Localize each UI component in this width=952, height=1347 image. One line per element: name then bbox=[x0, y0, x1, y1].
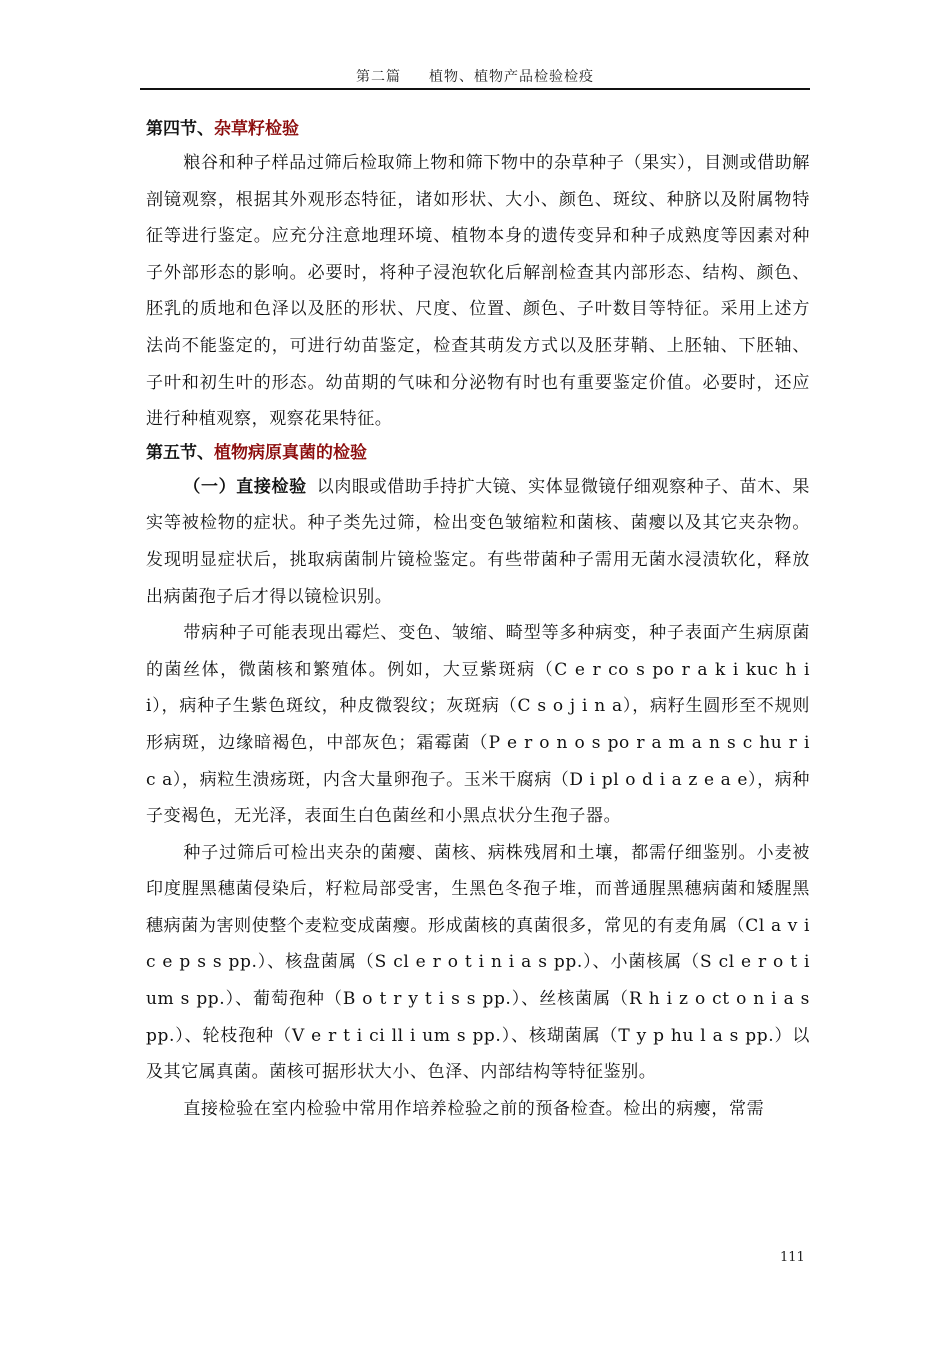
page-body bbox=[146, 114, 810, 1127]
paragraph: 带病种子可能表现出霉烂、变色、皱缩、畸型等多种病变，种子表面产生病原菌的菌丝体，微菌核和繁殖体。例如，大豆紫斑病（C e r co s po r a k i kuc h i i），病种子生紫色斑纹，种皮微裂纹；灰斑病（C s o j i n a），病籽生圆形至不规则形病斑，边缘暗褐色，中部灰色；霜霉菌（P e r o n o s po r a m a n s c hu r i c a），病粒生溃疡斑，内含大量卵孢子。玉米干腐病（D i pl o d i a z e a e），病种子变褐色，无光泽，表面生白色菌丝和小黑点状分生孢子器。 bbox=[146, 623, 810, 827]
section-heading-4 bbox=[146, 114, 810, 144]
section-heading-5 bbox=[146, 438, 810, 468]
paragraph bbox=[146, 469, 810, 615]
header-rule bbox=[140, 88, 810, 90]
page-number: 111 bbox=[780, 1250, 805, 1265]
header-part: 第二篇 bbox=[356, 69, 401, 85]
paragraph: 种子过筛后可检出夹杂的菌瘿、菌核、病株残屑和土壤，都需仔细鉴别。小麦被印度腥黑穗菌侵染后，籽粒局部受害，生黑色冬孢子堆，而普通腥黑穗病菌和矮腥黑穗病菌为害则使整个麦粒变成菌瘿。形成菌核的真菌很多，常见的有麦角属（Cl a v i c e p s s pp.）、核盘菌属（S cl e r o t i n i a s pp.）、小菌核属（S cl e r o t i um s pp.）、葡萄孢种（B o t r y t i s s pp.）、丝核菌属（R h i z o ct o n i a s pp.）、轮枝孢种（V e r t i ci ll i um s pp.）、核瑚菌属（T y p hu l a s pp.）以及其它属真菌。菌核可据形状大小、色泽、内部结构等特征鉴别。 bbox=[146, 842, 810, 1083]
section-title: 植物病原真菌的检验 bbox=[214, 442, 367, 463]
paragraph-text: 以肉眼或借助手持扩大镜、实体显微镜仔细观察种子、苗木、果实等被检物的症状。种子类先过筛，检出变色皱缩粒和菌核、菌瘿以及其它夹杂物。发现明显症状后，挑取病菌制片镜检鉴定。有些带菌种子需用无菌水浸渍软化，释放出病菌孢子后才得以镜检识别。 bbox=[146, 476, 810, 607]
header-title: 植物、植物产品检验检疫 bbox=[429, 69, 594, 85]
paragraph: 直接检验在室内检验中常用作培养检验之前的预备检查。检出的病瘿，常需 bbox=[183, 1098, 765, 1119]
section-title: 杂草籽检验 bbox=[214, 119, 299, 139]
paragraph: 粮谷和种子样品过筛后检取筛上物和筛下物中的杂草种子（果实），目测或借助解剖镜观察，根据其外观形态特征，诸如形状、大小、颜色、斑纹、种脐以及附属物特征等进行鉴定。应充分注意地理环境、植物本身的遗传变异和种子成熟度等因素对种子外部形态的影响。必要时，将种子浸泡软化后解剖检查其内部形态、结构、颜色、胚乳的质地和色泽以及胚的形状、尺度、位置、颜色、子叶数目等特征。采用上述方法尚不能鉴定的，可进行幼苗鉴定，检查其萌发方式以及胚芽鞘、上胚轴、下胚轴、子叶和初生叶的形态。幼苗期的气味和分泌物有时也有重要鉴定价值。必要时，还应进行种植观察，观察花果特征。 bbox=[146, 153, 810, 430]
running-header bbox=[140, 66, 810, 86]
subsection-title: （一）直接检验 bbox=[183, 476, 307, 497]
section-number: 第四节、 bbox=[146, 119, 214, 139]
section-number: 第五节、 bbox=[146, 442, 214, 463]
